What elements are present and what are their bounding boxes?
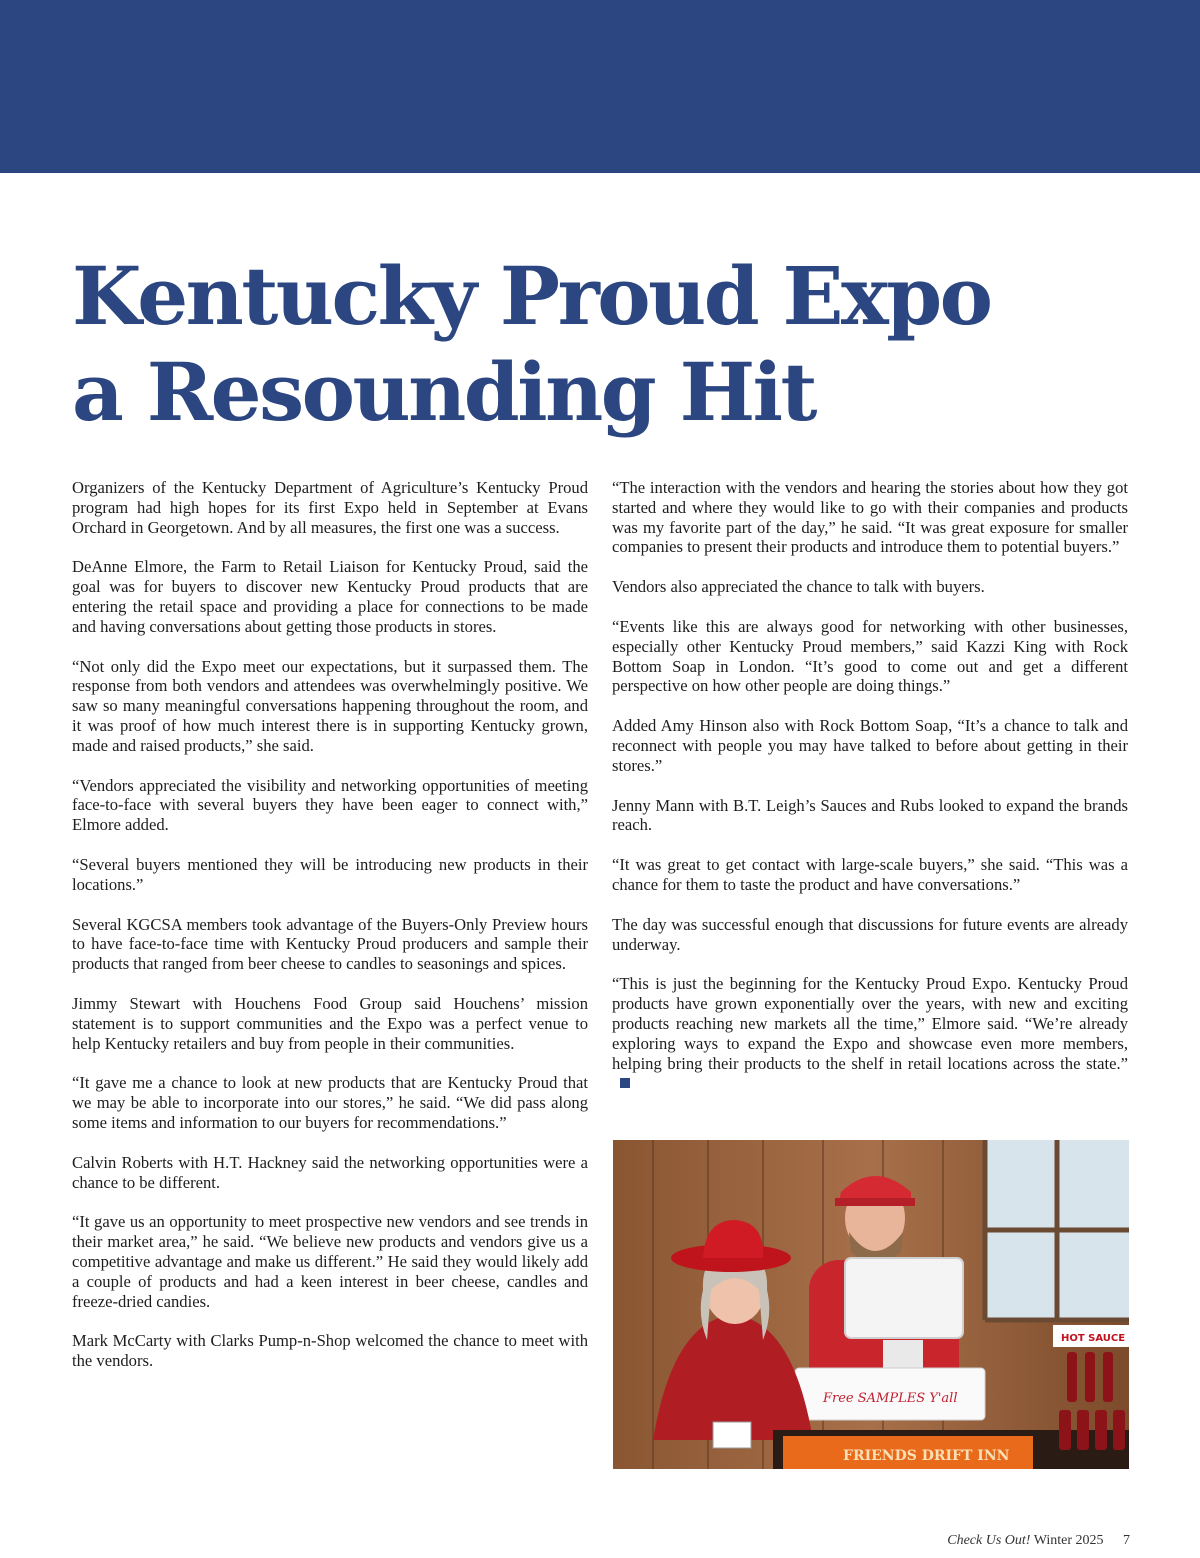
paragraph: “It was great to get contact with large-scale buyers,” she said. “This was a chance for them to taste the product and have conversations.” bbox=[612, 855, 1128, 894]
paragraph: “Several buyers mentioned they will be introducing new products in their locations.” bbox=[72, 854, 588, 894]
paragraph: Mark McCarty with Clarks Pump-n-Shop welcomed the chance to meet with the vendors. bbox=[72, 1331, 588, 1371]
issue-label: Winter 2025 bbox=[1033, 1533, 1104, 1548]
headline-line-1: Kentucky Proud Expo bbox=[72, 249, 991, 343]
final-paragraph-text: “This is just the beginning for the Kentucky Proud Expo. Kentucky Proud products have grown exponentially over the years, with new and exciting products reaching new markets all the time,” Elmore said. “We’re already exploring ways to expand the Expo and showcase even more members, helping bring their products to the shelf in retail locations across the state.” bbox=[612, 974, 1128, 1073]
photo-sign-free-samples: Free SAMPLES Y'all bbox=[823, 1391, 958, 1406]
article-headline bbox=[72, 248, 1132, 440]
paragraph: Added Amy Hinson also with Rock Bottom Soap, “It’s a chance to talk and reconnect with people you may have talked to before about getting in their stores.” bbox=[612, 716, 1128, 775]
paragraph: Calvin Roberts with H.T. Hackney said the networking opportunities were a chance to be different. bbox=[72, 1152, 588, 1192]
page-number: 7 bbox=[1123, 1533, 1130, 1548]
paragraph: “Vendors appreciated the visibility and networking opportunities of meeting face-to-face with several buyers they have been eager to connect with,” Elmore added. bbox=[72, 775, 588, 835]
vendor-booth-photo bbox=[613, 1140, 1129, 1469]
paragraph: Organizers of the Kentucky Department of Agriculture’s Kentucky Proud program had high hopes for its first Expo held in September at Evans Orchard in Georgetown. And by all measures, the first one was a success. bbox=[72, 478, 588, 537]
paragraph: “It gave me a chance to look at new products that are Kentucky Proud that we may be able to incorporate into our stores,” he said. “We did pass along some items and information to our buyers for recommendations.” bbox=[72, 1073, 588, 1132]
final-paragraph bbox=[612, 974, 1128, 1093]
paragraph: “Not only did the Expo meet our expectations, but it surpassed them. The response from both vendors and attendees was overwhelmingly positive. We saw so many meaningful conversations happening throughout the room, and it was proof of how much interest there is in supporting Kentucky grown, made and raised products,” she said. bbox=[72, 656, 588, 755]
page-footer bbox=[947, 1533, 1130, 1549]
paragraph: Several KGCSA members took advantage of the Buyers-Only Preview hours to have face-to-face time with Kentucky Proud producers and sample their products that ranged from beer cheese to candles to seasonings and spices. bbox=[72, 914, 588, 974]
article-column-left bbox=[72, 478, 588, 1391]
paragraph: Jenny Mann with B.T. Leigh’s Sauces and Rubs looked to expand the brands reach. bbox=[612, 795, 1128, 835]
photo-sign-booth: FRIENDS DRIFT INN bbox=[843, 1448, 1010, 1464]
paragraph: “Events like this are always good for networking with other businesses, especially other Kentucky Proud members,” said Kazzi King with Rock Bottom Soap in London. “It’s good to come out and get a different perspective on how other people are doing things.” bbox=[612, 616, 1128, 696]
end-mark-icon bbox=[620, 1078, 630, 1088]
paragraph: Vendors also appreciated the chance to talk with buyers. bbox=[612, 577, 985, 597]
photo-sign-hot-sauce: HOT SAUCE bbox=[1061, 1333, 1126, 1344]
paragraph: “The interaction with the vendors and hearing the stories about how they got started and where they would like to go with their companies and products was my favorite part of the day,” he said. “It was great exposure for smaller companies to present their products and introduce them to potential buyers.” bbox=[612, 478, 1128, 557]
paragraph: Jimmy Stewart with Houchens Food Group said Houchens’ mission statement is to support communities and the Expo was a perfect venue to help Kentucky retailers and buy from people in their communities. bbox=[72, 993, 588, 1053]
paragraph: “It gave us an opportunity to meet prospective new vendors and see trends in their market area,” he said. “We believe new products and vendors give us a competitive advantage and make us different.” He said they would likely add a couple of products and had a keen interest in beer cheese, candles and freeze-dried candies. bbox=[72, 1212, 588, 1311]
article-column-right bbox=[612, 478, 1128, 1113]
headline-line-2: a Resounding Hit bbox=[72, 345, 816, 439]
header-band bbox=[0, 0, 1200, 173]
magazine-title: Check Us Out! bbox=[947, 1533, 1031, 1548]
paragraph: The day was successful enough that discussions for future events are already underway. bbox=[612, 914, 1128, 954]
paragraph: DeAnne Elmore, the Farm to Retail Liaison for Kentucky Proud, said the goal was for buyers to discover new Kentucky Proud products that are entering the retail space and providing a place for connections to be made and having conversations about getting those products in stores. bbox=[72, 557, 588, 636]
